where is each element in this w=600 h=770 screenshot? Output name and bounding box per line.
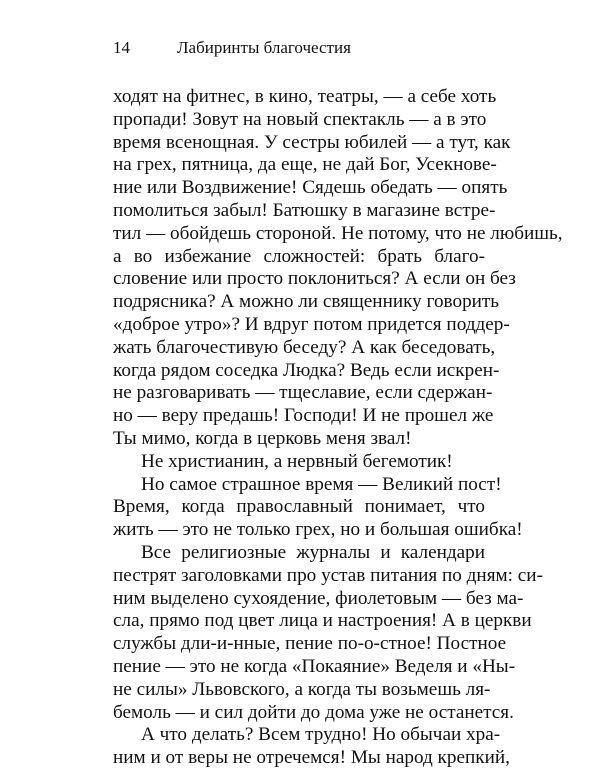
page-header [113, 36, 493, 60]
text-line: ние или Воздвижение! Сядешь обедать — опять [113, 177, 508, 199]
text-line: пестрят заголовками про устав питания по дням: си- [113, 564, 543, 586]
text-line: «доброе утро»? И вдруг потом придется поддер- [113, 313, 510, 335]
text-line: Время, когда православный понимает, что [113, 496, 485, 518]
text-line: пропади! Зовут на новый спектакль — а в это [113, 108, 487, 130]
text-line: А что делать? Всем трудно! Но обычаи хра- [141, 724, 501, 746]
text-line: помолиться забыл! Батюшку в магазине встре- [113, 199, 496, 221]
text-line: ним выделено сухоядение, фиолетовым — без ма- [113, 587, 524, 609]
text-line: ходят на фитнес, в кино, театры, — а себе хоть [113, 86, 497, 107]
text-line: время всенощная. У сестры юбилей — а тут, как [113, 131, 511, 153]
text-line: подрясника? А можно ли священнику говорить [113, 291, 500, 313]
text-line: словение или просто поклониться? А если он без [113, 268, 516, 290]
running-title: Лабиринты благочестия [177, 38, 351, 57]
text-line: но — веру предашь! Господи! И не прошел же [113, 405, 494, 427]
text-line: не разговаривать — тщеславие, если сдержан- [113, 382, 493, 404]
text-line: жать благочестивую беседу? А как беседовать, [113, 336, 496, 358]
page-number: 14 [113, 38, 130, 57]
text-line: Но самое страшное время — Великий пост! [141, 473, 502, 495]
text-line: Ты мимо, когда в церковь меня звал! [113, 427, 412, 449]
text-line: службы дли-и-нные, пение по-о-стное! Постное [113, 633, 507, 655]
text-line: а во избежание сложностей: брать благо- [113, 245, 485, 267]
text-line: бемоль — и сил дойти до дома уже не останется. [113, 701, 514, 723]
text-line: жить — это не только грех, но и большая ошибка! [113, 519, 523, 541]
text-line: пение — это не когда «Покаяние» Веделя и «Ны- [113, 655, 516, 677]
text-line: ним и от веры не отречемся! Мы народ крепкий, [113, 747, 510, 769]
text-line: Все религиозные журналы и календари [141, 541, 485, 563]
text-line: на грех, пятница, да еще, не дай Бог, Усекнове- [113, 154, 497, 176]
text-line: сла, прямо под цвет лица и настроения! А в церкви [113, 610, 532, 632]
text-line: тил — обойдешь стороной. Не потому, что не любишь, [113, 222, 563, 244]
text-line: когда рядом соседка Людка? Ведь если искрен- [113, 359, 500, 381]
text-line: не силы» Львовского, а когда ты возьмешь ля- [113, 678, 491, 700]
text-line: Не христианин, а нервный бегемотик! [141, 450, 453, 472]
body-text [113, 86, 563, 770]
